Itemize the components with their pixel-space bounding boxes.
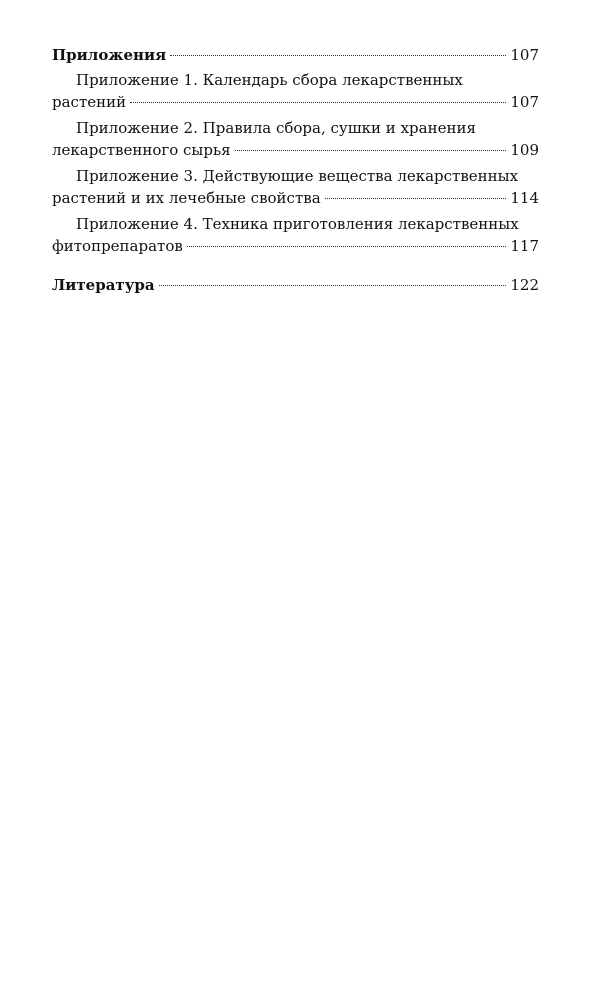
toc-page-number: 122 bbox=[510, 276, 539, 294]
toc-entry-title-continued: растений и их лечебные свойства bbox=[52, 189, 321, 207]
toc-entry-appendix-1[interactable] bbox=[52, 69, 539, 113]
dot-leader bbox=[325, 198, 507, 199]
toc-entry-appendices[interactable] bbox=[52, 44, 539, 66]
table-of-contents bbox=[52, 44, 539, 296]
toc-entry-title: Приложение 3. Действующие вещества лекарственных bbox=[76, 167, 519, 185]
toc-entry-title: Приложение 2. Правила сбора, сушки и хранения bbox=[76, 119, 476, 137]
toc-entry-line bbox=[52, 44, 539, 66]
toc-entry-appendix-3[interactable] bbox=[52, 165, 539, 209]
toc-entry-title: Приложение 4. Техника приготовления лекарственных bbox=[76, 215, 519, 233]
toc-entry-line bbox=[52, 187, 539, 209]
dot-leader bbox=[235, 150, 507, 151]
toc-entry-title: Приложение 1. Календарь сбора лекарственных bbox=[76, 71, 463, 89]
toc-entry-line bbox=[52, 139, 539, 161]
toc-page-number: 109 bbox=[510, 141, 539, 159]
toc-entry-title-continued: фитопрепаратов bbox=[52, 237, 183, 255]
toc-entry-appendix-2[interactable] bbox=[52, 117, 539, 161]
dot-leader bbox=[187, 246, 507, 247]
dot-leader bbox=[159, 285, 507, 286]
toc-entry-line bbox=[52, 274, 539, 296]
toc-entry-literature[interactable] bbox=[52, 274, 539, 296]
toc-page-number: 117 bbox=[510, 237, 539, 255]
toc-entry-line bbox=[52, 91, 539, 113]
toc-entry-appendix-4[interactable] bbox=[52, 213, 539, 257]
toc-entry-title: Приложения bbox=[52, 46, 167, 64]
toc-page-number: 114 bbox=[510, 189, 539, 207]
toc-page-number: 107 bbox=[510, 93, 539, 111]
toc-entry-title: Литература bbox=[52, 276, 155, 294]
dot-leader bbox=[130, 102, 506, 103]
dot-leader bbox=[170, 55, 506, 56]
toc-entry-title-continued: растений bbox=[52, 93, 127, 111]
toc-entry-title-continued: лекарственного сырья bbox=[52, 141, 231, 159]
toc-entry-line bbox=[52, 235, 539, 257]
toc-page-number: 107 bbox=[510, 46, 539, 64]
